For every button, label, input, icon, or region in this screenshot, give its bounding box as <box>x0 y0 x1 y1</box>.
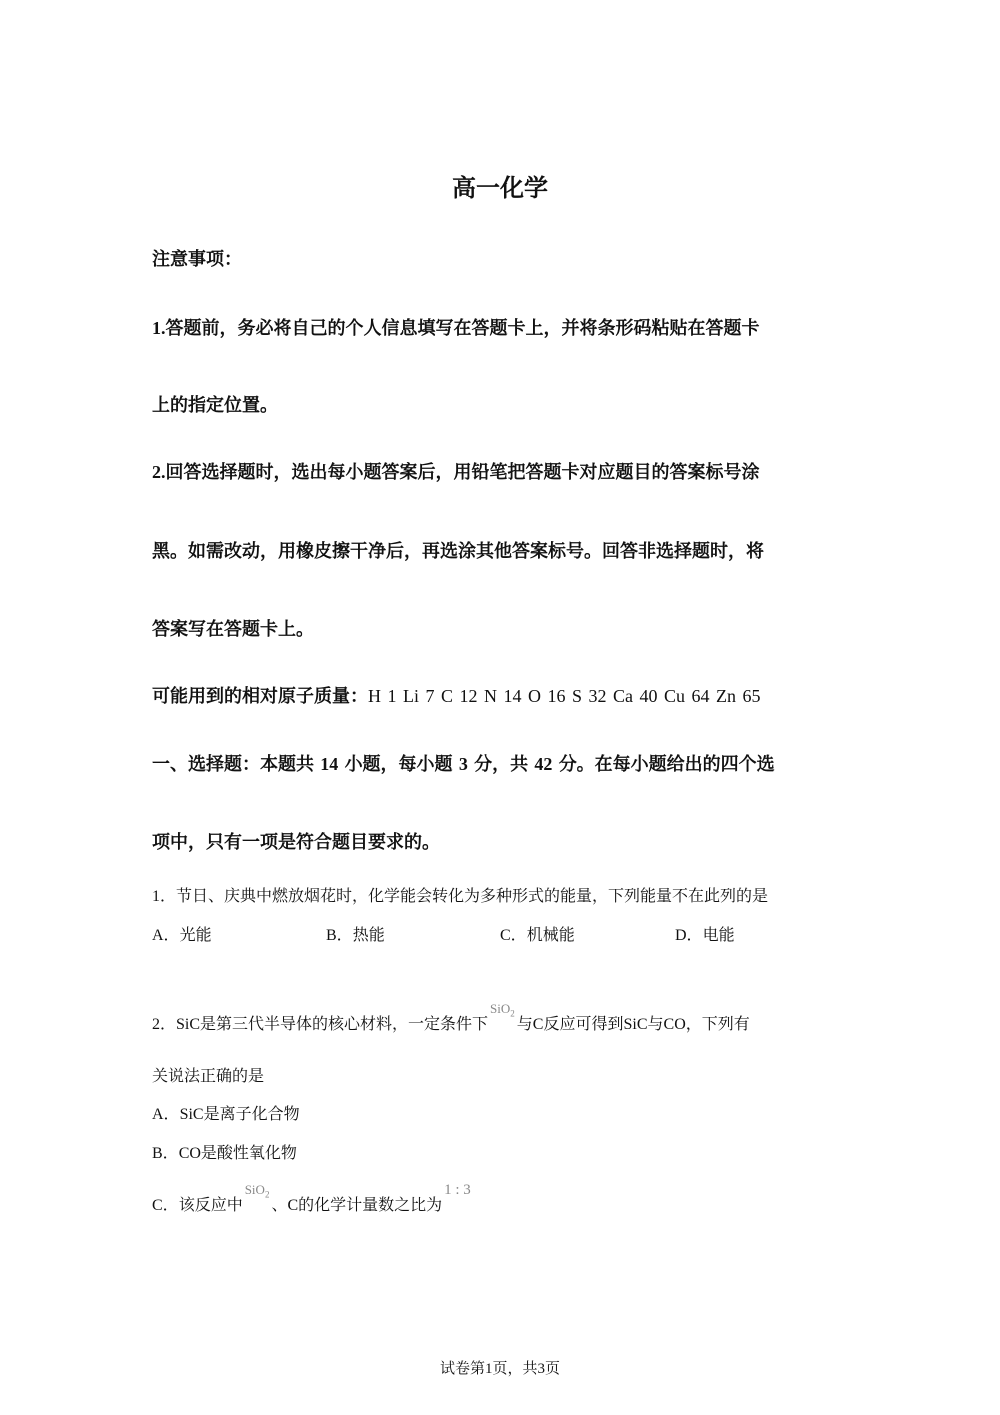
formula-sub: 2 <box>264 1189 270 1200</box>
question-2 <box>152 1001 852 1035</box>
option-text: 热能 <box>352 925 385 944</box>
notice-item-1-number: 1. <box>152 318 166 338</box>
question-2-option-b[interactable] <box>152 1140 852 1163</box>
question-2-text: 与 <box>647 1014 664 1033</box>
section-1-text: 分。在每小题给出的四个选 <box>558 754 775 775</box>
question-1-option-a[interactable] <box>152 922 212 945</box>
footer-text: 页 <box>545 1359 561 1377</box>
option-text: 的化学计量数之比为 <box>298 1195 443 1214</box>
atomic-masses-label: 可能用到的相对原子质量： <box>152 686 368 707</box>
formula-main: SiO <box>490 1001 511 1016</box>
notice-item-2 <box>152 458 852 484</box>
atomic-masses <box>152 682 852 708</box>
option-text: 是离子化合物 <box>203 1104 300 1123</box>
notice-item-2-line1: 回答选择题时，选出每小题答案后，用铅笔把答题卡对应题目的答案标号涂 <box>165 462 760 483</box>
footer-text: 试卷第 <box>439 1359 485 1377</box>
question-2-text: C <box>532 1016 544 1033</box>
section-1-heading <box>152 750 852 776</box>
question-1-number: 1． <box>152 888 177 905</box>
points-each: 3 <box>458 754 468 774</box>
notice-item-2-line2: 黑。如需改动，用橡皮擦干净后，再选涂其他答案标号。回答非选择题时，将 <box>152 541 764 562</box>
footer-page-number: 1 <box>484 1361 493 1377</box>
option-text: 、 <box>271 1195 288 1214</box>
question-2-text: 是第三代半导体的核心材料，一定条件下 <box>200 1014 489 1033</box>
notice-item-1 <box>152 314 852 340</box>
question-2-text: 反应可得到 <box>543 1014 624 1033</box>
question-2-option-a[interactable] <box>152 1101 852 1124</box>
question-count: 14 <box>320 754 339 774</box>
option-text: CO <box>178 1145 201 1162</box>
page-footer <box>0 1357 1000 1378</box>
option-text: C <box>287 1197 299 1214</box>
option-text: SiC <box>179 1106 204 1123</box>
question-2-option-c[interactable] <box>152 1182 852 1216</box>
question-1-options <box>152 922 852 946</box>
sio2-formula <box>244 1182 270 1200</box>
option-text: 该反应中 <box>178 1195 243 1214</box>
question-2-text: SiC <box>623 1016 648 1033</box>
formula-main: SiO <box>244 1182 265 1197</box>
footer-text: 页，共 <box>492 1359 538 1377</box>
page-title: 高一化学 <box>452 174 548 202</box>
section-1-text: 分，共 <box>474 754 529 775</box>
question-1-option-d[interactable] <box>675 922 735 945</box>
option-letter: D． <box>675 927 703 944</box>
notice-item-2-line3: 答案写在答题卡上。 <box>152 619 314 640</box>
question-2-number: 2． <box>152 1016 177 1033</box>
footer-total-pages: 3 <box>537 1361 545 1377</box>
atomic-masses-values: H 1 Li 7 C 12 N 14 O 16 S 32 Ca 40 Cu 64 Zn 65 <box>368 686 761 706</box>
option-letter: C． <box>500 927 527 944</box>
section-1-text: 一、选择题：本题共 <box>152 754 314 775</box>
question-2-text: 与 <box>516 1014 533 1033</box>
question-2-line2: 关说法正确的是 <box>152 1066 265 1085</box>
question-1 <box>152 883 852 906</box>
option-letter: B． <box>152 1145 179 1162</box>
option-letter: A． <box>152 927 180 944</box>
notice-item-1-line1: 答题前，务必将自己的个人信息填写在答题卡上，并将条形码粘贴在答题卡 <box>165 318 760 339</box>
question-2-text: CO <box>663 1016 686 1033</box>
question-1-option-b[interactable] <box>326 922 385 945</box>
option-text: 机械能 <box>526 925 575 944</box>
option-letter: A． <box>152 1106 180 1123</box>
option-text: 电能 <box>702 925 735 944</box>
notice-item-2-number: 2. <box>152 462 166 482</box>
option-letter: C． <box>152 1197 179 1214</box>
section-1-line2: 项中，只有一项是符合题目要求的。 <box>152 832 440 853</box>
notice-item-1-line2: 上的指定位置。 <box>152 395 278 416</box>
sio2-formula <box>490 1001 515 1019</box>
option-text: 光能 <box>179 925 212 944</box>
question-1-option-c[interactable] <box>500 922 575 945</box>
points-total: 42 <box>534 754 553 774</box>
question-1-text: 节日、庆典中燃放烟花时，化学能会转化为多种形式的能量，下列能量不在此列的是 <box>176 886 769 905</box>
option-letter: B． <box>326 927 353 944</box>
question-2-text: SiC <box>176 1016 201 1033</box>
notice-heading: 注意事项： <box>152 249 242 270</box>
ratio-formula: 1 : 3 <box>444 1182 471 1198</box>
section-1-text: 小题，每小题 <box>344 754 453 775</box>
question-2-text: ，下列有 <box>685 1014 750 1033</box>
option-text: 是酸性氧化物 <box>200 1143 297 1162</box>
formula-sub: 2 <box>510 1008 515 1019</box>
